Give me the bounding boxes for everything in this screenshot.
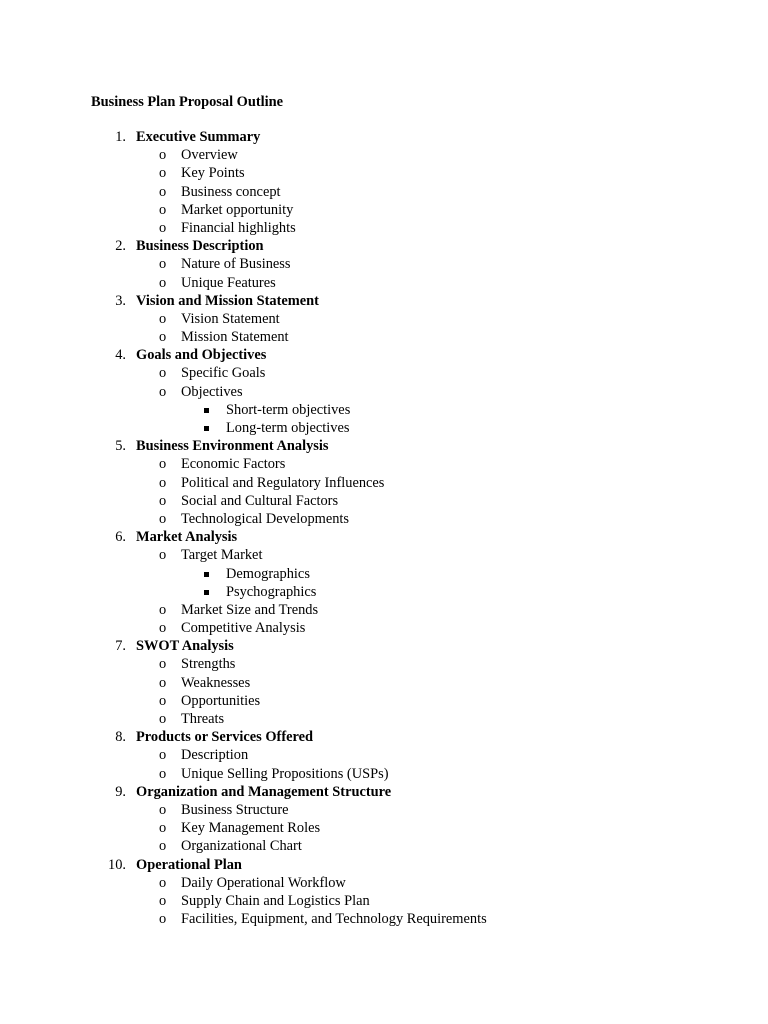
bullet-marker: o (159, 383, 167, 400)
section-number: 6. (115, 529, 126, 546)
outline-item (0, 255, 768, 273)
section-heading-row (0, 637, 768, 655)
bullet-marker: o (159, 274, 167, 291)
outline-item (0, 892, 768, 910)
bullet-marker: o (159, 183, 167, 200)
outline-item-text: Specific Goals (181, 365, 266, 382)
section-title: Vision and Mission Statement (136, 292, 319, 309)
outline-item (0, 310, 768, 328)
bullet-marker: o (159, 219, 167, 236)
bullet-marker: o (159, 911, 167, 928)
bullet-marker: o (159, 874, 167, 891)
bullet-marker: o (159, 256, 167, 273)
outline-item-text: Supply Chain and Logistics Plan (181, 892, 370, 909)
outline-item (0, 492, 768, 510)
bullet-marker: o (159, 747, 167, 764)
square-bullet-icon (204, 408, 209, 413)
outline-item-text: Market opportunity (181, 201, 294, 218)
outline-subitem (0, 401, 768, 419)
section-heading-row (0, 528, 768, 546)
section-heading-row (0, 437, 768, 455)
section-title: Operational Plan (136, 856, 242, 873)
outline-item-text: Technological Developments (181, 510, 350, 527)
section-number: 10. (108, 856, 126, 873)
bullet-marker: o (159, 474, 167, 491)
section-title: Goals and Objectives (136, 347, 267, 364)
section-heading-row (0, 783, 768, 801)
outline-item (0, 164, 768, 182)
bullet-marker: o (159, 329, 167, 346)
outline-item-text: Objectives (181, 383, 243, 400)
outline-item-text: Social and Cultural Factors (181, 492, 339, 509)
outline-item-text: Political and Regulatory Influences (181, 474, 385, 491)
bullet-marker: o (159, 692, 167, 709)
outline-item-text: Key Points (181, 165, 245, 182)
bullet-marker: o (159, 201, 167, 218)
outline-item-text: Opportunities (181, 692, 261, 709)
bullet-marker: o (159, 147, 167, 164)
outline-item-text: Overview (181, 147, 238, 164)
section-title: Business Description (136, 238, 264, 255)
bullet-marker: o (159, 165, 167, 182)
section-number: 1. (115, 129, 126, 145)
section-heading-row (0, 237, 768, 255)
square-bullet-icon (204, 572, 209, 577)
outline-item (0, 474, 768, 492)
outline-item-text: Facilities, Equipment, and Technology Requirements (181, 911, 487, 928)
outline-item (0, 655, 768, 673)
outline-item (0, 601, 768, 619)
outline-item (0, 383, 768, 401)
outline-item (0, 455, 768, 473)
outline-item-text: Threats (181, 711, 225, 727)
bullet-marker: o (159, 620, 167, 637)
section-heading-row (0, 292, 768, 310)
section-number: 9. (115, 783, 126, 800)
outline-item (0, 674, 768, 692)
outline-item (0, 510, 768, 528)
outline-item-text: Business Structure (181, 801, 289, 818)
outline-item (0, 546, 768, 564)
section-title: Business Environment Analysis (136, 438, 329, 455)
outline-item (0, 183, 768, 201)
bullet-marker: o (159, 765, 167, 782)
outline-item-text: Unique Selling Propositions (USPs) (181, 765, 389, 782)
bullet-marker: o (159, 674, 167, 691)
bullet-marker: o (159, 601, 167, 618)
section-title: Market Analysis (136, 529, 238, 546)
bullet-marker: o (159, 801, 167, 818)
square-bullet-icon (204, 590, 209, 595)
bullet-marker: o (159, 547, 167, 564)
section-number: 4. (115, 347, 126, 364)
outline-item (0, 801, 768, 819)
section-number: 2. (115, 238, 126, 255)
outline-item (0, 837, 768, 855)
bullet-marker: o (159, 510, 167, 527)
outline-item (0, 710, 768, 728)
section-title: SWOT Analysis (136, 638, 234, 655)
outline-subitem (0, 419, 768, 437)
outline-item (0, 819, 768, 837)
section-number: 5. (115, 438, 126, 455)
outline-subitem (0, 583, 768, 601)
section-number: 3. (115, 292, 126, 309)
bullet-marker: o (159, 711, 167, 727)
outline-item (0, 364, 768, 382)
outline-item-text: Competitive Analysis (181, 620, 306, 637)
section-title: Executive Summary (136, 129, 261, 145)
bullet-marker: o (159, 456, 167, 473)
outline-item (0, 765, 768, 783)
outline-item (0, 619, 768, 637)
section-heading-row (0, 128, 768, 146)
outline-item (0, 874, 768, 892)
outline-subitem-text: Long-term objectives (226, 420, 350, 436)
outline-item-text: Organizational Chart (181, 838, 302, 855)
section-heading-row (0, 346, 768, 364)
section-number: 7. (115, 638, 126, 655)
document-title: Business Plan Proposal Outline (91, 94, 284, 110)
outline-item-text: Financial highlights (181, 219, 296, 236)
outline-item (0, 219, 768, 237)
section-heading-row (0, 728, 768, 746)
outline-item (0, 274, 768, 292)
bullet-marker: o (159, 656, 167, 673)
outline-item-text: Market Size and Trends (181, 601, 319, 618)
outline-item (0, 910, 768, 928)
outline-item (0, 692, 768, 710)
bullet-marker: o (159, 892, 167, 909)
section-heading-row (0, 856, 768, 874)
outline-item-text: Business concept (181, 183, 281, 200)
bullet-marker: o (159, 492, 167, 509)
outline-subitem-text: Psychographics (226, 583, 317, 600)
outline-subitem-text: Demographics (226, 565, 310, 582)
section-title: Organization and Management Structure (136, 783, 392, 800)
outline-item-text: Mission Statement (181, 329, 289, 346)
outline-item-text: Nature of Business (181, 256, 291, 273)
outline-item-text: Daily Operational Workflow (181, 874, 346, 891)
outline-item-text: Weaknesses (181, 674, 251, 691)
bullet-marker: o (159, 838, 167, 855)
outline-item (0, 146, 768, 164)
outline-subitem (0, 565, 768, 583)
outline-item-text: Strengths (181, 656, 236, 673)
section-title: Products or Services Offered (136, 729, 314, 746)
outline-item-text: Target Market (181, 547, 263, 564)
outline-item-text: Key Management Roles (181, 820, 321, 837)
outline-item-text: Economic Factors (181, 456, 286, 473)
square-bullet-icon (204, 426, 209, 431)
outline-item (0, 328, 768, 346)
bullet-marker: o (159, 310, 167, 327)
outline-item-text: Vision Statement (181, 310, 280, 327)
outline-item (0, 201, 768, 219)
outline-item (0, 746, 768, 764)
outline-item-text: Description (181, 747, 249, 764)
section-number: 8. (115, 729, 126, 746)
outline-item-text: Unique Features (181, 274, 276, 291)
outline-list (0, 128, 768, 928)
bullet-marker: o (159, 365, 167, 382)
outline-subitem-text: Short-term objectives (226, 401, 351, 418)
bullet-marker: o (159, 820, 167, 837)
